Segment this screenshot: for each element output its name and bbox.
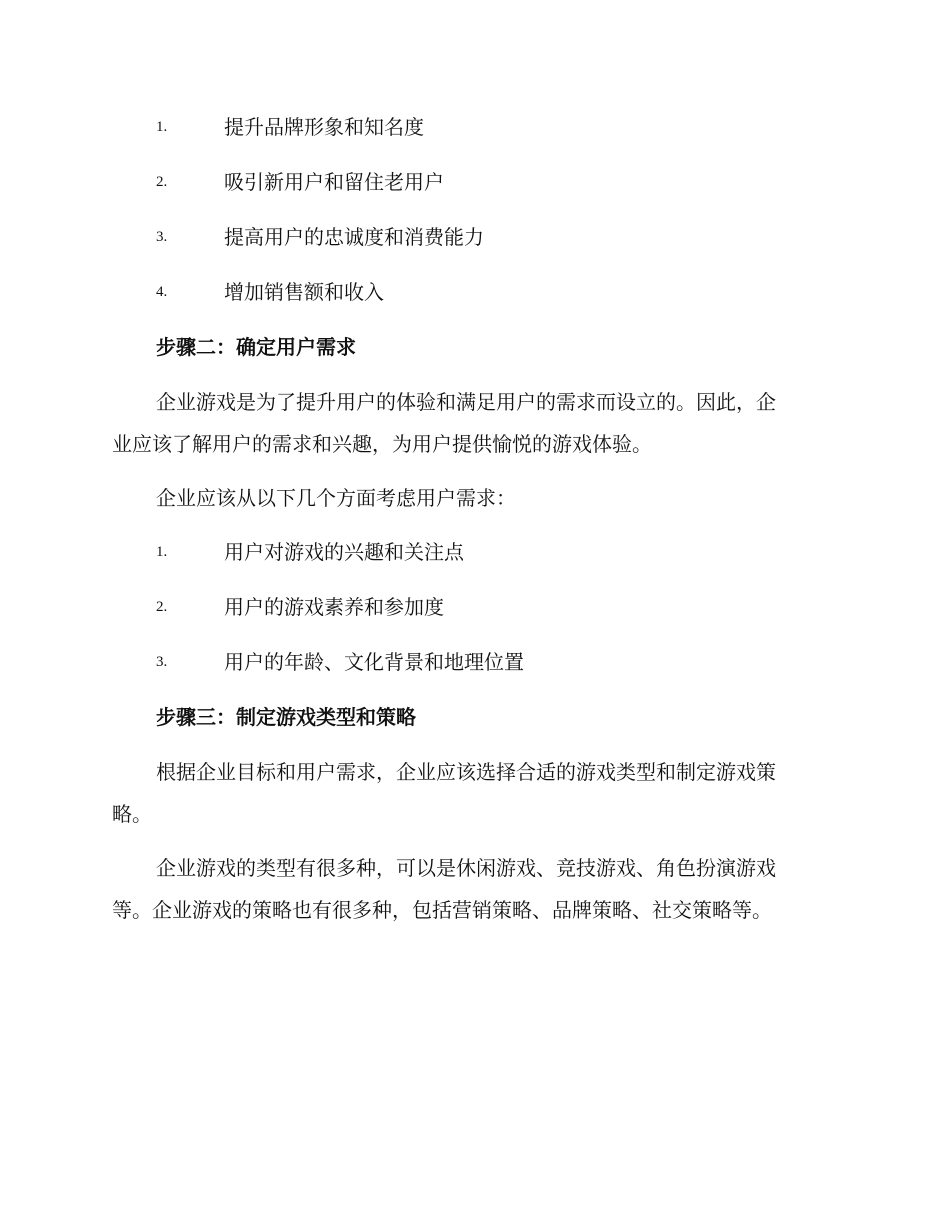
list-number: 4. — [156, 284, 168, 300]
list-item — [0, 647, 950, 677]
paragraph — [112, 751, 832, 835]
list-text: 用户的年龄、文化背景和地理位置 — [224, 650, 524, 674]
list-number: 2. — [156, 174, 168, 190]
paragraph-line: 略。 — [112, 802, 152, 826]
list-number: 3. — [156, 654, 168, 670]
list-number: 1. — [156, 119, 168, 135]
paragraph-line: 企业应该从以下几个方面考虑用户需求： — [156, 486, 516, 510]
list-number: 2. — [156, 599, 168, 615]
paragraph-line: 等。企业游戏的策略也有很多种，包括营销策略、品牌策略、社交策略等。 — [112, 898, 772, 922]
paragraph — [112, 381, 832, 465]
list-text: 提高用户的忠诚度和消费能力 — [224, 225, 484, 249]
list-item — [0, 222, 950, 252]
paragraph-line: 企业游戏是为了提升用户的体验和满足用户的需求而设立的。因此，企 — [156, 390, 776, 414]
list-item — [0, 277, 950, 307]
list-text: 用户的游戏素养和参加度 — [224, 595, 444, 619]
list-text: 提升品牌形象和知名度 — [224, 115, 424, 139]
list-text: 增加销售额和收入 — [224, 280, 384, 304]
list-item — [0, 112, 950, 142]
list-text: 用户对游戏的兴趣和关注点 — [224, 540, 464, 564]
paragraph — [112, 477, 832, 519]
paragraph-line: 业应该了解用户的需求和兴趣，为用户提供愉悦的游戏体验。 — [112, 432, 652, 456]
paragraph-line: 企业游戏的类型有很多种，可以是休闲游戏、竞技游戏、角色扮演游戏 — [156, 856, 776, 880]
paragraph — [112, 847, 832, 931]
list-item — [0, 537, 950, 567]
list-item — [0, 592, 950, 622]
list-number: 1. — [156, 544, 168, 560]
section-heading: 步骤三：制定游戏类型和策略 — [156, 705, 416, 729]
paragraph-line: 根据企业目标和用户需求，企业应该选择合适的游戏类型和制定游戏策 — [156, 760, 776, 784]
list-text: 吸引新用户和留住老用户 — [224, 170, 444, 194]
section-heading: 步骤二：确定用户需求 — [156, 335, 356, 359]
list-item — [0, 167, 950, 197]
list-number: 3. — [156, 229, 168, 245]
